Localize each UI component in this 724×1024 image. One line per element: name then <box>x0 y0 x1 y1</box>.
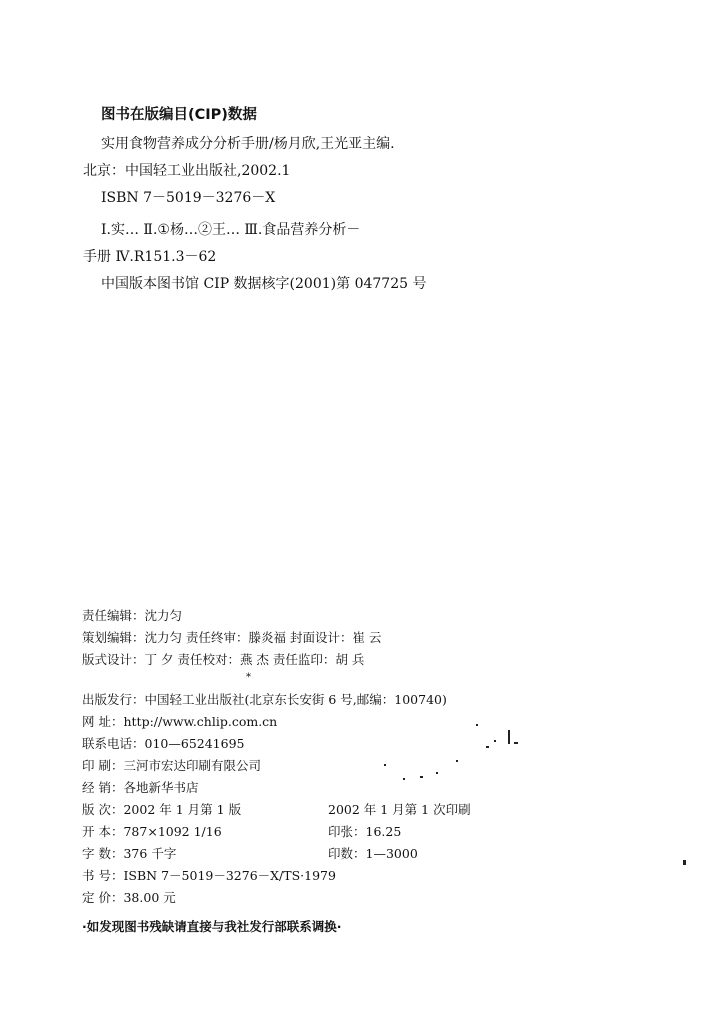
pub-words <box>82 844 176 862</box>
pub-price <box>82 888 176 906</box>
pub-print-run-value: 1—3000 <box>365 846 418 861</box>
pub-sheets-label: 印张： <box>328 824 366 839</box>
pub-printer <box>82 756 261 774</box>
pub-format <box>82 822 222 840</box>
cip-record-number: 中国版本图书馆 CIP 数据核字(2001)第 047725 号 <box>101 276 427 292</box>
pub-printing: 2002 年 1 月第 1 次印刷 <box>328 802 471 817</box>
pub-distributor <box>82 778 199 796</box>
pub-website-value: http://www.chlip.com.cn <box>123 714 278 729</box>
pub-phone-value: 010—65241695 <box>144 736 245 751</box>
pub-edition-label: 版 次： <box>82 802 124 817</box>
pub-sheets-value: 16.25 <box>365 824 402 839</box>
pub-sheets <box>328 822 401 840</box>
pub-publisher-value: 中国轻工业出版社(北京东长安街 6 号,邮编：100740) <box>144 692 447 707</box>
pub-print-run-label: 印数： <box>328 846 366 861</box>
pub-isbn <box>82 866 336 884</box>
pub-printer-value: 三河市宏达印刷有限公司 <box>123 758 261 773</box>
cip-title-line: 实用食物营养成分分析手册/杨月欣,王光亚主编. <box>101 136 395 152</box>
credit-editor: 责任编辑：沈力匀 <box>82 608 183 623</box>
pub-website-label: 网 址： <box>82 714 124 729</box>
pub-format-value: 787×1092 1/16 <box>123 824 222 839</box>
cip-isbn-line: ISBN 7－5019－3276－X <box>101 190 276 206</box>
pub-publisher-label: 出版发行： <box>82 692 145 707</box>
pub-price-value: 38.00 元 <box>123 890 176 905</box>
pub-distributor-label: 经 销： <box>82 780 124 795</box>
pub-words-label: 字 数： <box>82 846 124 861</box>
pub-edition <box>82 800 241 818</box>
pub-words-value: 376 千字 <box>123 846 177 861</box>
pub-phone-label: 联系电话： <box>82 736 145 751</box>
pub-printer-label: 印 刷： <box>82 758 124 773</box>
pub-format-label: 开 本： <box>82 824 124 839</box>
credit-layout: 版式设计：丁 夕 责任校对：燕 杰 责任监印：胡 兵 <box>82 652 365 667</box>
pub-publisher <box>82 690 447 708</box>
pub-print-run <box>328 844 418 862</box>
cip-heading: 图书在版编目(CIP)数据 <box>101 107 257 123</box>
cip-publisher-line: 北京：中国轻工业出版社,2002.1 <box>83 163 291 179</box>
pub-distributor-value: 各地新华书店 <box>123 780 199 795</box>
defect-notice: ·如发现图书残缺请直接与我社发行部联系调换· <box>82 919 342 934</box>
pub-edition-value: 2002 年 1 月第 1 版 <box>123 802 242 817</box>
pub-phone <box>82 734 245 752</box>
pub-website <box>82 712 277 730</box>
separator-mark: * <box>246 672 251 683</box>
pub-isbn-label: 书 号： <box>82 868 124 883</box>
cip-classification-line: Ⅰ.实… Ⅱ.①杨…②王… Ⅲ.食品营养分析－ <box>101 222 361 238</box>
cip-classification-cont: 手册 Ⅳ.R151.3－62 <box>83 249 217 265</box>
pub-isbn-value: ISBN 7－5019－3276－X/TS·1979 <box>123 868 336 883</box>
credit-planning: 策划编辑：沈力匀 责任终审：滕炎福 封面设计：崔 云 <box>82 630 382 645</box>
pub-price-label: 定 价： <box>82 890 124 905</box>
